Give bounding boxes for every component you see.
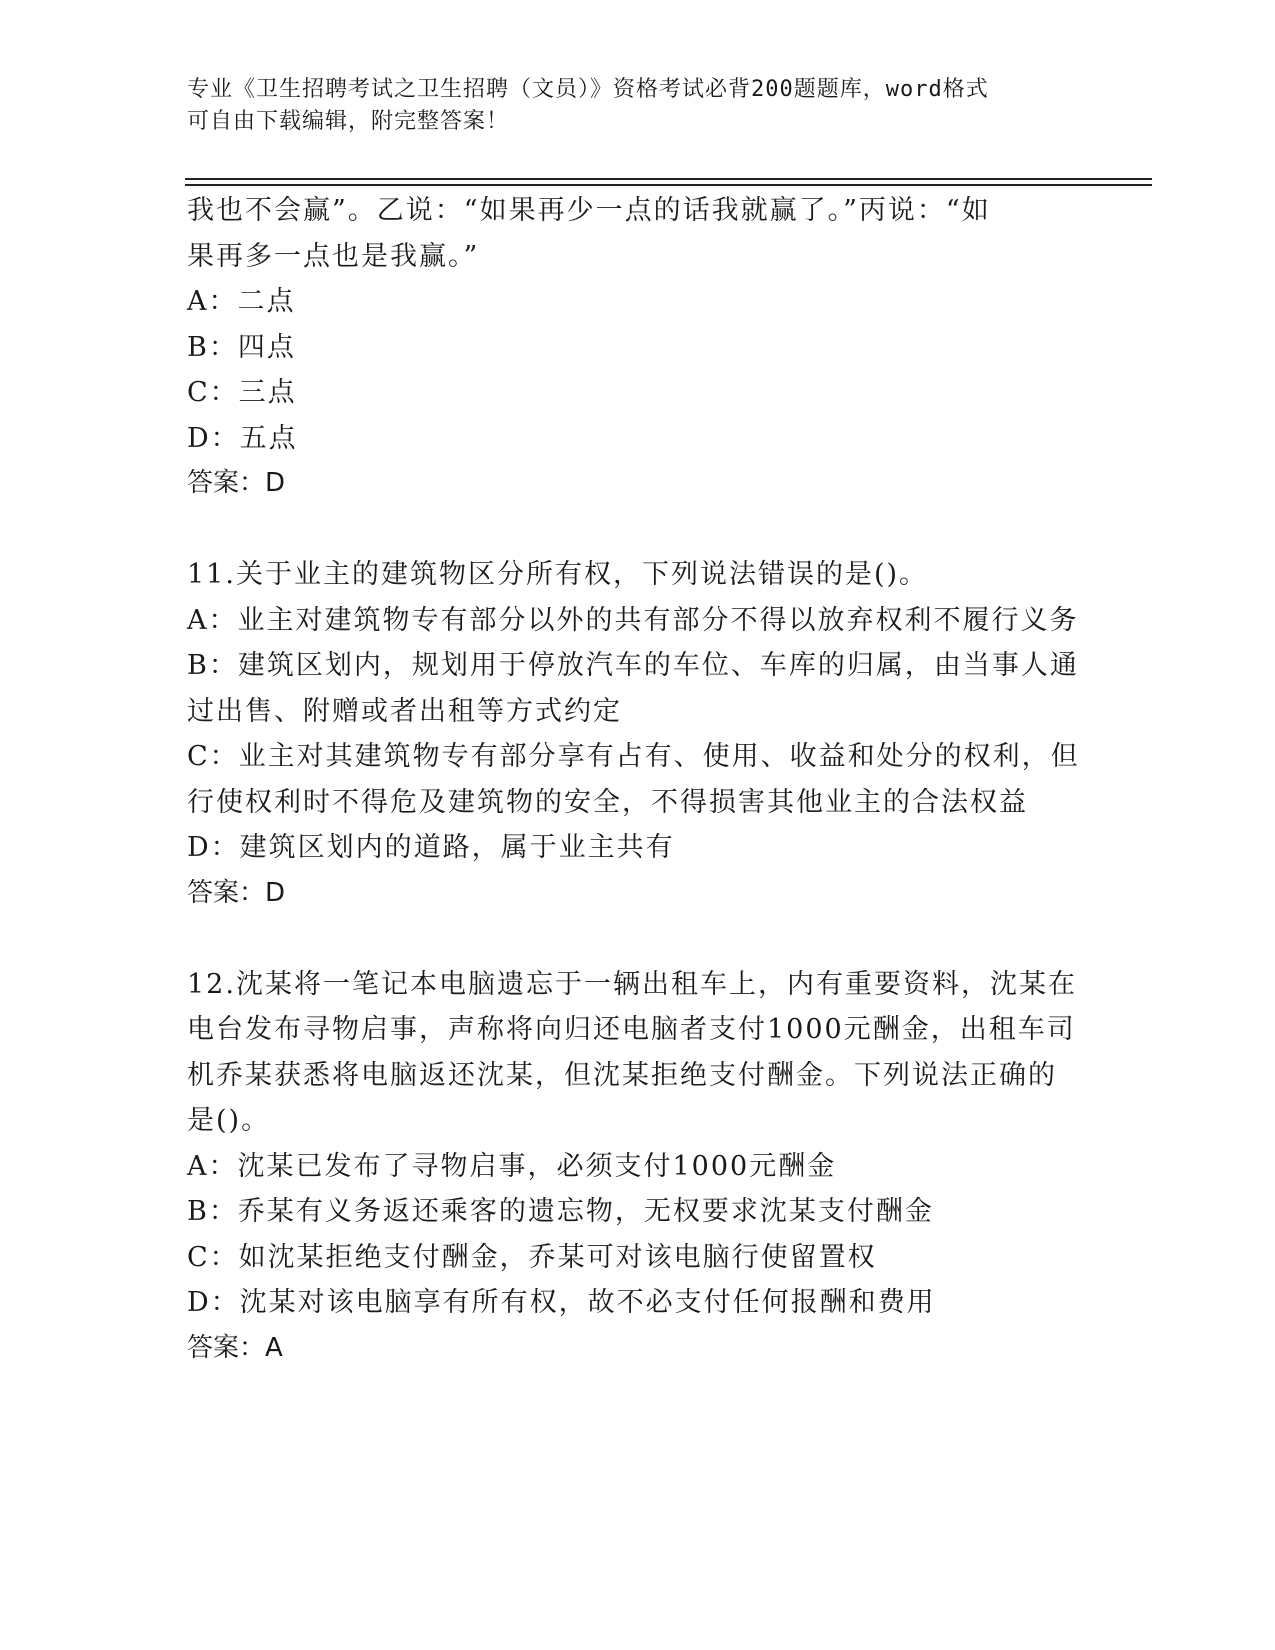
option-c: C：三点	[187, 377, 297, 408]
document-header	[187, 74, 1067, 138]
option-b: B：建筑区划内，规划用于停放汽车的车位、车库的归属，由当事人通	[187, 650, 1079, 681]
header-line-2: 可自由下载编辑，附完整答案！	[187, 109, 510, 134]
option-a: A：二点	[187, 286, 296, 317]
option-b-continued: 过出售、附赠或者出租等方式约定	[187, 695, 622, 727]
question-stem-line: 是()。	[187, 1105, 271, 1136]
question-stem-line: 12.沈某将一笔记本电脑遗忘于一辆出租车上，内有重要资料，沈某在	[187, 968, 1077, 1000]
question-stem-line: 我也不会赢”。乙说：“如果再少一点的话我就赢了。”丙说：“如	[187, 195, 991, 226]
question-stem-line: 电台发布寻物启事，声称将向归还电脑者支付1000元酬金，出租车司	[187, 1014, 1076, 1045]
spacer	[187, 507, 1087, 553]
header-rule-bottom	[185, 184, 1152, 186]
option-c: C：如沈某拒绝支付酬金，乔某可对该电脑行使留置权	[187, 1241, 877, 1273]
answer-line: 答案：A	[187, 1332, 283, 1363]
header-rule-top	[185, 178, 1152, 180]
question-stem: 11.关于业主的建筑物区分所有权，下列说法错误的是()。	[187, 559, 929, 590]
option-b: B：四点	[187, 331, 296, 363]
answer-line: 答案：D	[187, 468, 286, 498]
answer-line: 答案：D	[187, 877, 286, 908]
question-10	[187, 188, 1087, 507]
question-11	[187, 552, 1087, 916]
question-stem-line: 机乔某获悉将电脑返还沈某，但沈某拒绝支付酬金。下列说法正确的	[187, 1059, 1057, 1091]
question-stem-line: 果再多一点也是我赢。”	[187, 240, 480, 272]
option-b: B：乔某有义务返还乘客的遗忘物，无权要求沈某支付酬金	[187, 1196, 934, 1227]
option-d: D：五点	[187, 422, 298, 454]
option-a: A：业主对建筑物专有部分以外的共有部分不得以放弃权利不履行义务	[187, 604, 1079, 636]
spacer	[187, 916, 1087, 962]
option-c: C：业主对其建筑物专有部分享有占有、使用、收益和处分的权利，但	[187, 741, 1080, 772]
document-body	[187, 188, 1087, 1371]
header-line-1: 专业《卫生招聘考试之卫生招聘（文员）》资格考试必背200题题库，word格式	[187, 77, 989, 102]
question-12	[187, 962, 1087, 1372]
option-c-continued: 行使权利时不得危及建筑物的安全，不得损害其他业主的合法权益	[187, 786, 1028, 818]
option-d: D：沈某对该电脑享有所有权，故不必支付任何报酬和费用	[187, 1287, 936, 1318]
option-a: A：沈某已发布了寻物启事，必须支付1000元酬金	[187, 1150, 837, 1182]
option-d: D：建筑区划内的道路，属于业主共有	[187, 832, 675, 863]
